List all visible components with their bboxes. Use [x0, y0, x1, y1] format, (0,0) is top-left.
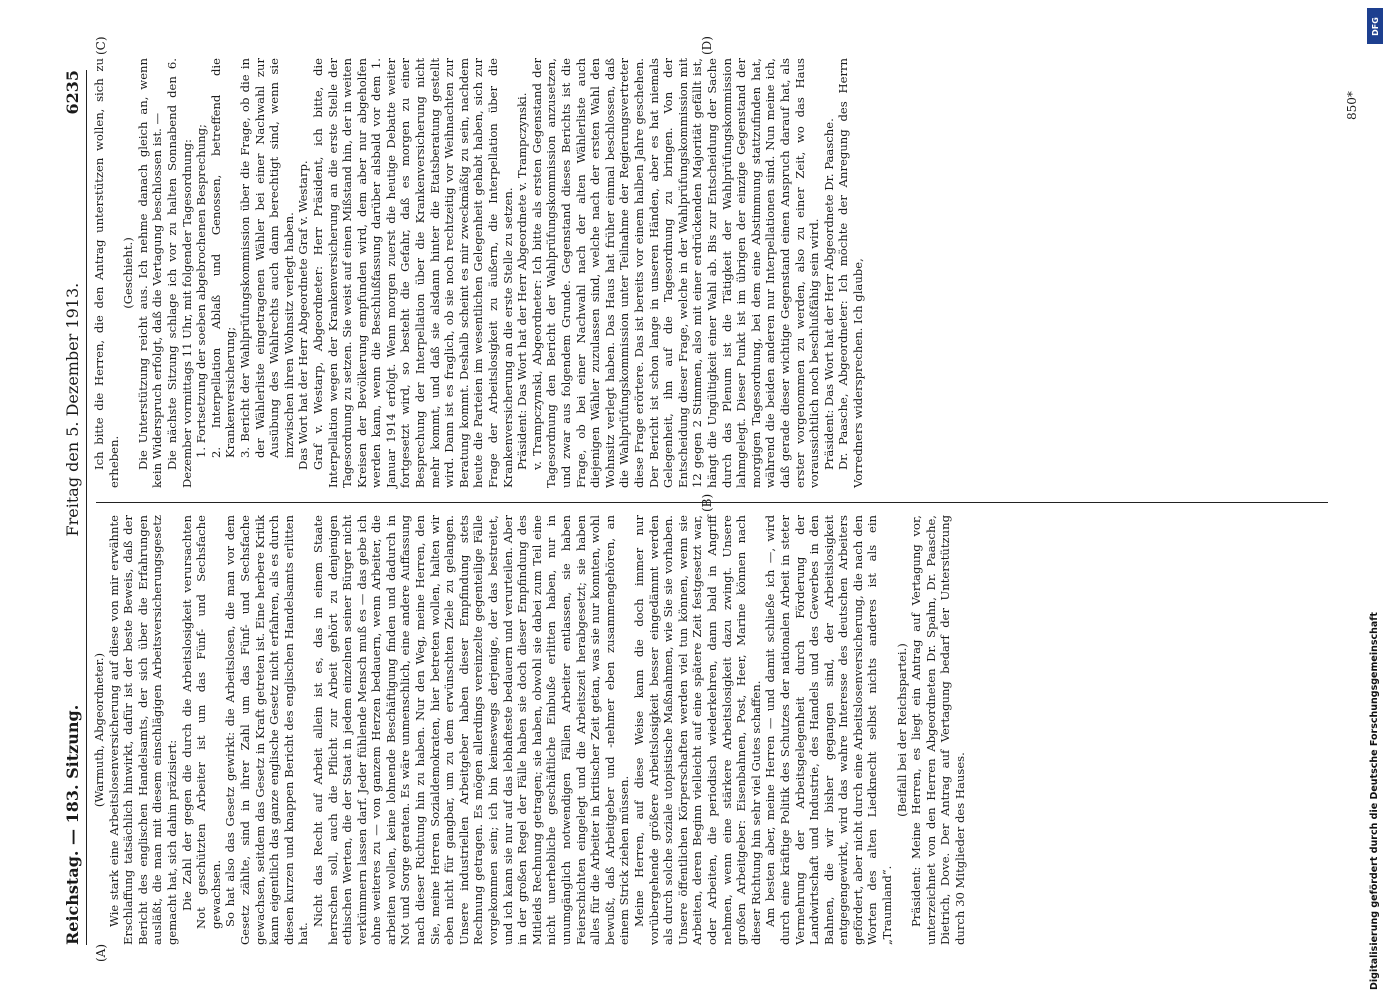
- header-rule: [86, 70, 87, 945]
- margin-marker-d: (D): [700, 36, 714, 55]
- quote-paragraph: Die Zahl der gegen die durch die Arbeitslosigkeit verursachten Not geschützten Arbeiter ist um das Fünf- und Sechsfache gewachsen.: [179, 515, 223, 929]
- left-column: [92, 515, 968, 945]
- paragraph: Ich bitte die Herren, die den Antrag unterstützen wollen, sich zu erheben.: [92, 58, 121, 488]
- margin-marker-c: (C): [94, 36, 108, 55]
- page-header: [58, 70, 82, 945]
- president-paragraph: Präsident: Das Wort hat der Herr Abgeordnete Dr. Paasche.: [821, 118, 836, 470]
- paragraph: Wie stark eine Arbeitslosenversicherung auf diese von mir erwähnte Erschlaffung tatsächlich hinwirkt, dafür ist der beste Beweis, daß der Bericht des englischen Handelsamts, der sich über die Erfahrungen ausläßt, die man mit diesem einschlägigen Arbeitsversicherungsgesetz gemacht hat, sich dahin präzisiert:: [106, 515, 179, 945]
- funding-notice: Digitalisierung gefördert durch die Deutsche Forschungsgemeinschaft: [1369, 612, 1380, 990]
- paragraph: So hat also das Gesetz gewirkt: die Arbeitslosen, die man vor dem Gesetz zählte, sind in ihrer Zahl um das Fünf- und Sechsfache gewachsen, seitdem das Gesetz in Kraft getreten ist. Eine herbere Kritik kann eigentlich das ganze englische Gesetz nicht erfahren, als es durch diesen kurzen und knappen Bericht des englischen Handelsamts erlitten hat.: [223, 515, 311, 945]
- applause-note: (Beifall bei der Reichspartei.): [894, 643, 909, 817]
- dfg-logo: DFG: [1367, 8, 1383, 44]
- paragraph: Graf v. Westarp, Abgeordneter: Herr Präsident, ich bitte, die Interpellation wegen der Krankenversicherung an die erste Stelle der Tagesordnung zu setzen. Sie weist auf einen Mißstand hin, der in weiten Kreisen der Bevölkerung empfunden wird, dem aber nur abgeholfen werden kann, wenn die Beschlußfassung darüber alsbald vor dem 1. Januar 1914 erfolgt. Wenn morgen zuerst die heutige Debatte weiter fortgesetzt wird, so besteht die Gefahr, daß es morgen zu einer Besprechung der Interpellation über die Krankenversicherung nicht mehr kommt, und daß sie alsdann hinter die Etatsberatung gestellt wird. Dann ist es fraglich, ob sie noch rechtzeitig vor Weihnachten zur Beratung kommt. Deshalb scheint es mir zweckmäßig zu sein, nachdem heute die Parteien im wesentlichen Gelegenheit gehabt haben, sich zur Frage der Arbeitslosigkeit zu äußern, die Interpellation über die Krankenversicherung an die erste Stelle zu setzen.: [310, 58, 515, 488]
- footer-signature: 850*: [1345, 91, 1359, 120]
- margin-marker-a: (A): [94, 943, 108, 962]
- agenda-item: 2. Interpellation Ablaß und Genossen, betreffend die Krankenversicherung;: [208, 58, 238, 458]
- header-date: Freitag den 5. Dezember 1913.: [63, 282, 82, 537]
- agenda-item: 3. Bericht der Wahlprüfungskommission über die Frage, ob die in der Wählerliste eingetragenen Wähler bei einer Nachwahl zur Ausübung des Wahlrechts auch dann berechtigt sind, wenn sie inzwischen ihren Wohnsitz verlegt haben.: [237, 58, 296, 458]
- margin-marker-b: (B): [700, 493, 714, 512]
- speaker-label: (Warmuth, Abgeordneter.): [92, 652, 106, 808]
- page-number: 6235: [63, 70, 82, 115]
- president-paragraph: Präsident: Meine Herren, es liegt ein Antrag auf Vertagung vor, unterzeichnet von den Herren Abgeordneten Dr. Spahn, Dr. Paasche, Dietrich, Dove. Der Antrag auf Vertagung bedarf der Unterstützung durch 30 Mitglieder des Hauses.: [909, 515, 968, 945]
- paragraph: Nicht das Recht auf Arbeit allein ist es, das in einem Staate herrschen soll, auch die Pflicht zur Arbeit gehört zu denjenigen ethischen Werten, die der Staat in jedem einzelnen seiner Bürger nicht verkümmern lassen darf. Jeder fühlende Mensch muß es — das gebe ich ohne weiteres zu — von ganzem Herzen bedauern, wenn Arbeiter, die arbeiten wollen, keine lohnende Beschäftigung finden und dadurch in Not und Sorge geraten. Es wäre unmenschlich, eine andere Auffassung nach dieser Richtung hin zu haben. Nur den Weg, meine Herren, den Sie, meine Herren Sozialdemokraten, hier betreten wollen, halten wir eben nicht für gangbar, um zu dem erwünschten Ziele zu gelangen. Unsere industriellen Arbeitgeber haben dieser Empfindung stets Rechnung getragen. Es mögen allerdings vereinzelte gegenteilige Fälle vorgekommen sein; ich bin keineswegs derjenige, der das bestreitet, und ich kann sie nur auf das lebhafteste bedauern und verurteilen. Aber in der großen Regel der Fälle haben sie doch dieser Empfindung des Mitleids Rechnung getragen; sie haben, obwohl sie dabei zum Teil eine nicht unerhebliche geschäftliche Einbuße erlitten haben, nur in unumgänglich notwendigen Fällen Arbeiter entlassen, sie haben Feierschichten eingelegt und die Arbeitszeit herabgesetzt; sie haben alles für die Arbeiter in kritischer Zeit getan, was sie nur konnten, wohl bewußt, daß Arbeitgeber und -nehmer eben zusammengehören, an einem Strick ziehen müssen.: [310, 515, 632, 945]
- stage-note: (Geschieht.): [121, 237, 136, 309]
- president-paragraph: Präsident: Das Wort hat der Herr Abgeordnete v. Trampczynski.: [515, 92, 530, 470]
- paragraph: Dr. Paasche, Abgeordneter: Ich möchte der Anregung des Herrn Vorredners widersprechen. Ich glaube,: [836, 58, 865, 488]
- paragraph: Die Unterstützung reicht aus. Ich nehme danach gleich an, wenn kein Widerspruch erfolgt, daß die Vertagung beschlossen ist. —: [135, 58, 165, 488]
- paragraph: Am besten aber, meine Herren — und damit schließe ich —, wird durch eine kräftige Politik des Schutzes der nationalen Arbeit in steter Vermehrung der Arbeitsgelegenheit durch Förderung der Landwirtschaft und Industrie, des Handels und des Gewerbes in den Bahnen, die wir bisher gegangen sind, der Arbeitslosigkeit entgegengewirkt, wird das wahre Interesse des deutschen Arbeiters gefördert, aber nicht durch eine Arbeitslosenversicherung, die nach den Worten des alten Liedknecht selbst nichts anderes ist als ein „Traumland“.: [763, 515, 895, 945]
- paragraph: Meine Herren, auf diese Weise kann die doch immer nur vorübergehende größere Arbeitslosigkeit besser eingedämmt werden als durch solche soziale utopistische Maßnahmen, wie Sie sie vorhaben. Unsere öffentlichen Körperschaften werden viel tun können, wenn sie Arbeiten, deren Beginn vielleicht auf eine spätere Zeit festgesetzt war, oder Arbeiten, die periodisch wiederkehren, dann bald in Angriff nehmen, wenn eine stärkere Arbeitslosigkeit dazu zwingt. Unsere großen Arbeitgeber: Eisenbahnen, Post, Heer, Marine können nach dieser Richtung hin sehr viel Gutes schaffen.: [631, 515, 763, 945]
- header-left: Reichstag. — 183. Sitzung.: [63, 704, 82, 945]
- agenda-item: 1. Fortsetzung der soeben abgebrochenen Besprechung;: [194, 124, 209, 458]
- paragraph: Die nächste Sitzung schlage ich vor zu halten Sonnabend den 6. Dezember vormittags 11 Uhr, mit folgender Tagesordnung:: [164, 58, 194, 488]
- paragraph: Das Wort hat der Herr Abgeordnete Graf v. Westarp.: [296, 160, 311, 470]
- paragraph: v. Trampczynski, Abgeordneter: Ich bitte als ersten Gegenstand der Tagesordnung den Bericht der Wahlprüfungskommission anzusetzen, und zwar aus folgendem Grunde. Gegenstand dieses Berichts ist die Frage, ob bei einer Nachwahl nach der alten Wählerliste auch diejenigen Wähler zuzulassen sind, welche nach der ersten Wahl den Wohnsitz verlegt haben. Das Haus hat früher einmal beschlossen, daß die Wahlprüfungskommission unter Teilnahme der Regierungsvertreter diese Frage erörtere. Das ist bereits vor einem halben Jahre geschehen. Der Bericht ist schon lange in unseren Händen, aber es hat niemals Gelegenheit, ihn auf die Tagesordnung zu bringen. Von der Entscheidung dieser Frage, welche in der Wahlprüfungskommission mit 12 gegen 2 Stimmen, also mit einer erdrückenden Majorität gefällt ist, hängt die Ungültigkeit einer Wahl ab. Bis zur Entscheidung der Sache durch das Plenum ist die Tätigkeit der Wahlprüfungskommission lahmgelegt. Dieser Punkt ist im übrigen der einzige Gegenstand der morgigen Tagesordnung, bei dem eine Abstimmung stattzufinden hat, während die beiden anderen nur Interpellationen sind. Nun meine ich, daß gerade dieser wichtige Gegenstand einen Anspruch darauf hat, als erster vorgenommen zu werden, also zu einer Zeit, wo das Haus voraussichtlich noch beschlußfähig sein wird.: [529, 58, 822, 488]
- right-column: [92, 58, 865, 488]
